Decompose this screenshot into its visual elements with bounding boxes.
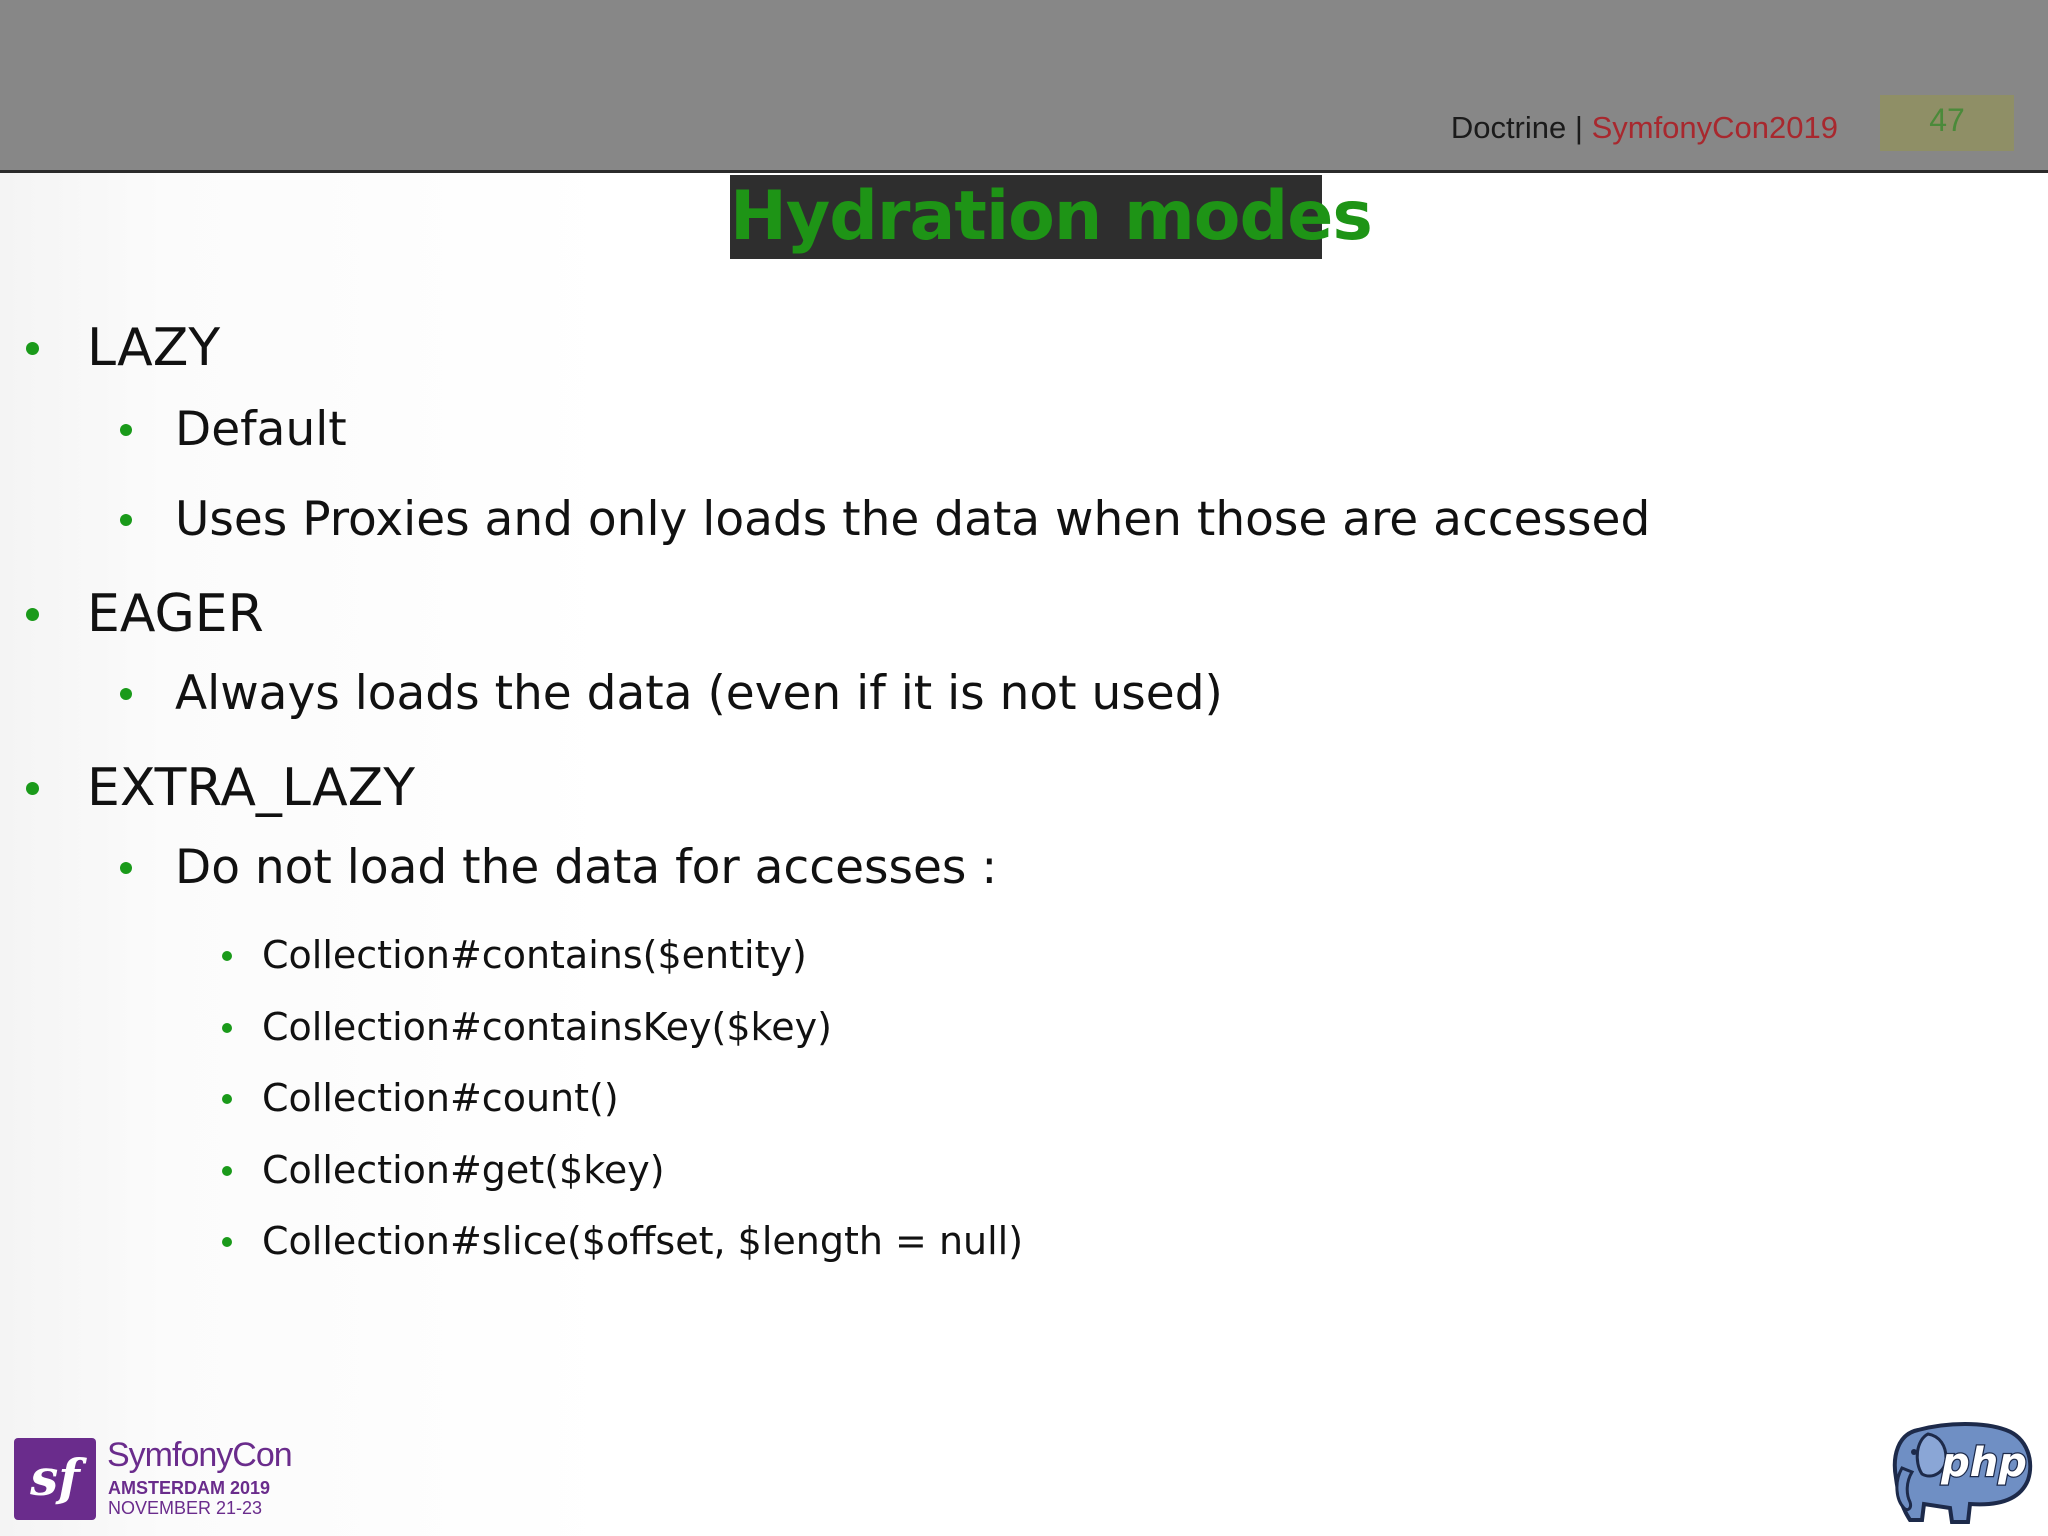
bullet-dot-icon xyxy=(222,1094,232,1104)
slide-number: 47 xyxy=(1880,95,2014,151)
php-logo-text: php xyxy=(1941,1440,2027,1486)
header-separator: | xyxy=(1574,110,1583,145)
bullet-dot-icon xyxy=(120,688,132,700)
method-item-contains-key: Collection#containsKey($key) xyxy=(262,1005,832,1049)
symfony-logo-icon: sf xyxy=(14,1438,96,1520)
sub-bullet-proxies: Uses Proxies and only loads the data when those are accessed xyxy=(175,492,1651,547)
bullet-dot-icon xyxy=(120,514,132,526)
bullet-dot-icon xyxy=(222,1023,232,1033)
bullet-extra-lazy: EXTRA_LAZY xyxy=(87,758,416,818)
method-item-contains: Collection#contains($entity) xyxy=(262,933,807,977)
bullet-dot-icon xyxy=(26,342,39,355)
method-item-get: Collection#get($key) xyxy=(262,1148,665,1192)
bullet-dot-icon xyxy=(222,1166,232,1176)
method-item-slice: Collection#slice($offset, $length = null) xyxy=(262,1219,1024,1263)
bullet-dot-icon xyxy=(222,951,232,961)
symfonycon-location: AMSTERDAM 2019 xyxy=(108,1478,271,1498)
symfonycon-dates: NOVEMBER 21-23 xyxy=(108,1498,263,1518)
header-conference: SymfonyCon2019 xyxy=(1591,110,1838,145)
sub-bullet-default: Default xyxy=(175,402,347,457)
header-bar xyxy=(0,0,2048,173)
method-item-count: Collection#count() xyxy=(262,1076,619,1120)
bullet-dot-icon xyxy=(222,1237,232,1247)
bullet-dot-icon xyxy=(120,424,132,436)
bullet-dot-icon xyxy=(120,862,132,874)
sub-bullet-always-loads: Always loads the data (even if it is not used) xyxy=(175,666,1223,721)
sub-bullet-do-not-load: Do not load the data for accesses : xyxy=(175,840,998,895)
bullet-dot-icon xyxy=(26,608,39,621)
bullet-eager: EAGER xyxy=(87,584,264,644)
header-title xyxy=(1451,110,1838,146)
bullet-dot-icon xyxy=(26,782,39,795)
symfonycon-name: SymfonyCon xyxy=(107,1436,292,1474)
php-elephant-logo-icon xyxy=(1888,1408,2038,1528)
slide-title: Hydration modes xyxy=(730,175,1322,259)
header-topic: Doctrine xyxy=(1450,110,1567,145)
bullet-lazy: LAZY xyxy=(87,318,221,378)
